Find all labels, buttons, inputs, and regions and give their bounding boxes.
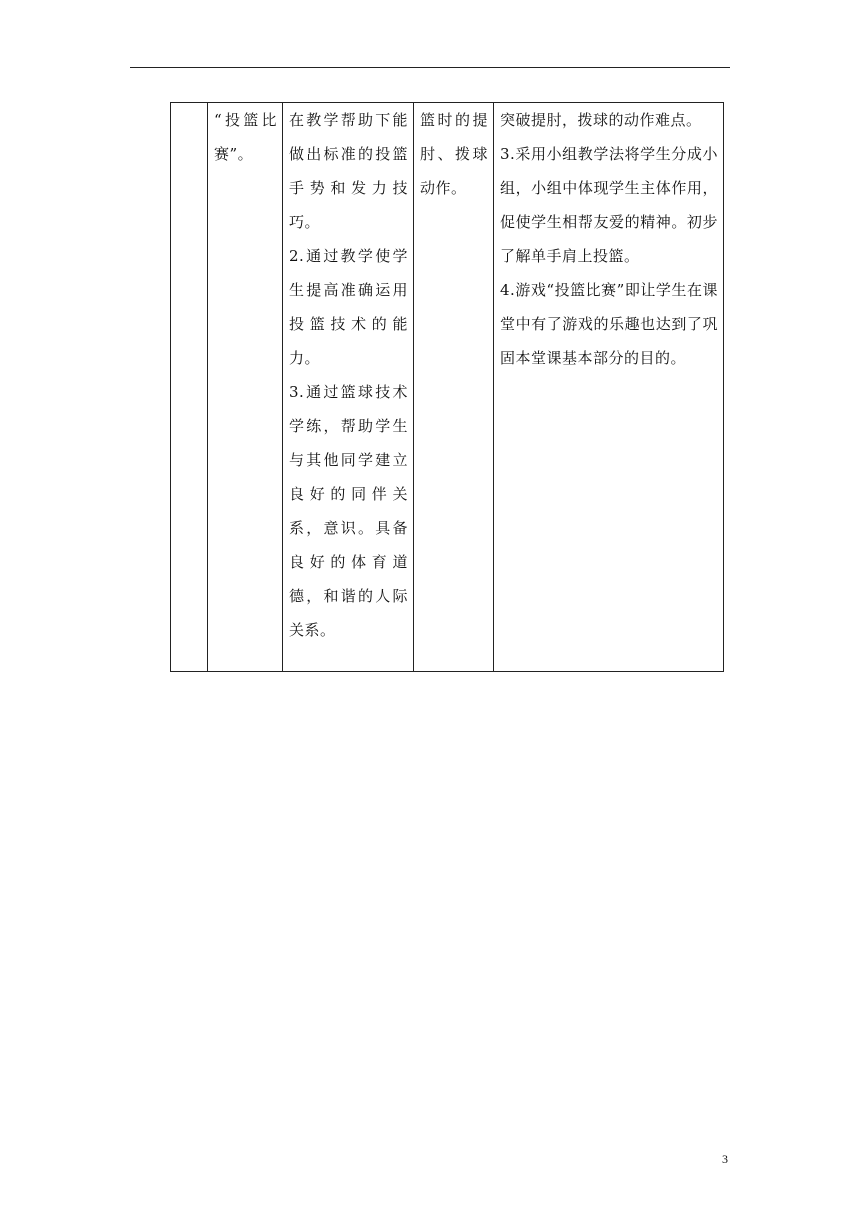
cell-text: “投篮比赛”。 [214,111,277,163]
table-cell-col3 [283,103,414,672]
method-paragraph-1: 突破提肘，拨球的动作难点。 [500,111,702,129]
table-cell-col1 [171,103,208,672]
page-number: 3 [722,1152,728,1166]
method-paragraph-3: 4.游戏“投篮比赛”即让学生在课堂中有了游戏的乐趣也达到了巩固本堂课基本部分的目的。 [500,281,718,367]
objective-paragraph-1: 在教学帮助下能做出标准的投篮手势和发力技巧。 [289,111,408,231]
method-paragraph-2: 3.采用小组教学法将学生分成小组，小组中体现学生主体作用，促使学生相帮友爱的精神。初步了解单手肩上投篮。 [500,145,718,265]
table-cell-col4 [414,103,494,672]
header-rule [130,67,730,68]
cell-text: 篮时的提肘、拨球动作。 [420,111,488,197]
table-cell-col5 [494,103,724,672]
table-row [171,103,724,672]
objective-paragraph-3: 3.通过篮球技术学练，帮助学生与其他同学建立良好的同伴关系，意识。具备良好的体育道德，和谐的人际关系。 [289,383,408,639]
objective-paragraph-2: 2.通过教学使学生提高准确运用投篮技术的能力。 [289,247,408,367]
lesson-plan-table [170,102,724,672]
table-cell-col2 [208,103,283,672]
